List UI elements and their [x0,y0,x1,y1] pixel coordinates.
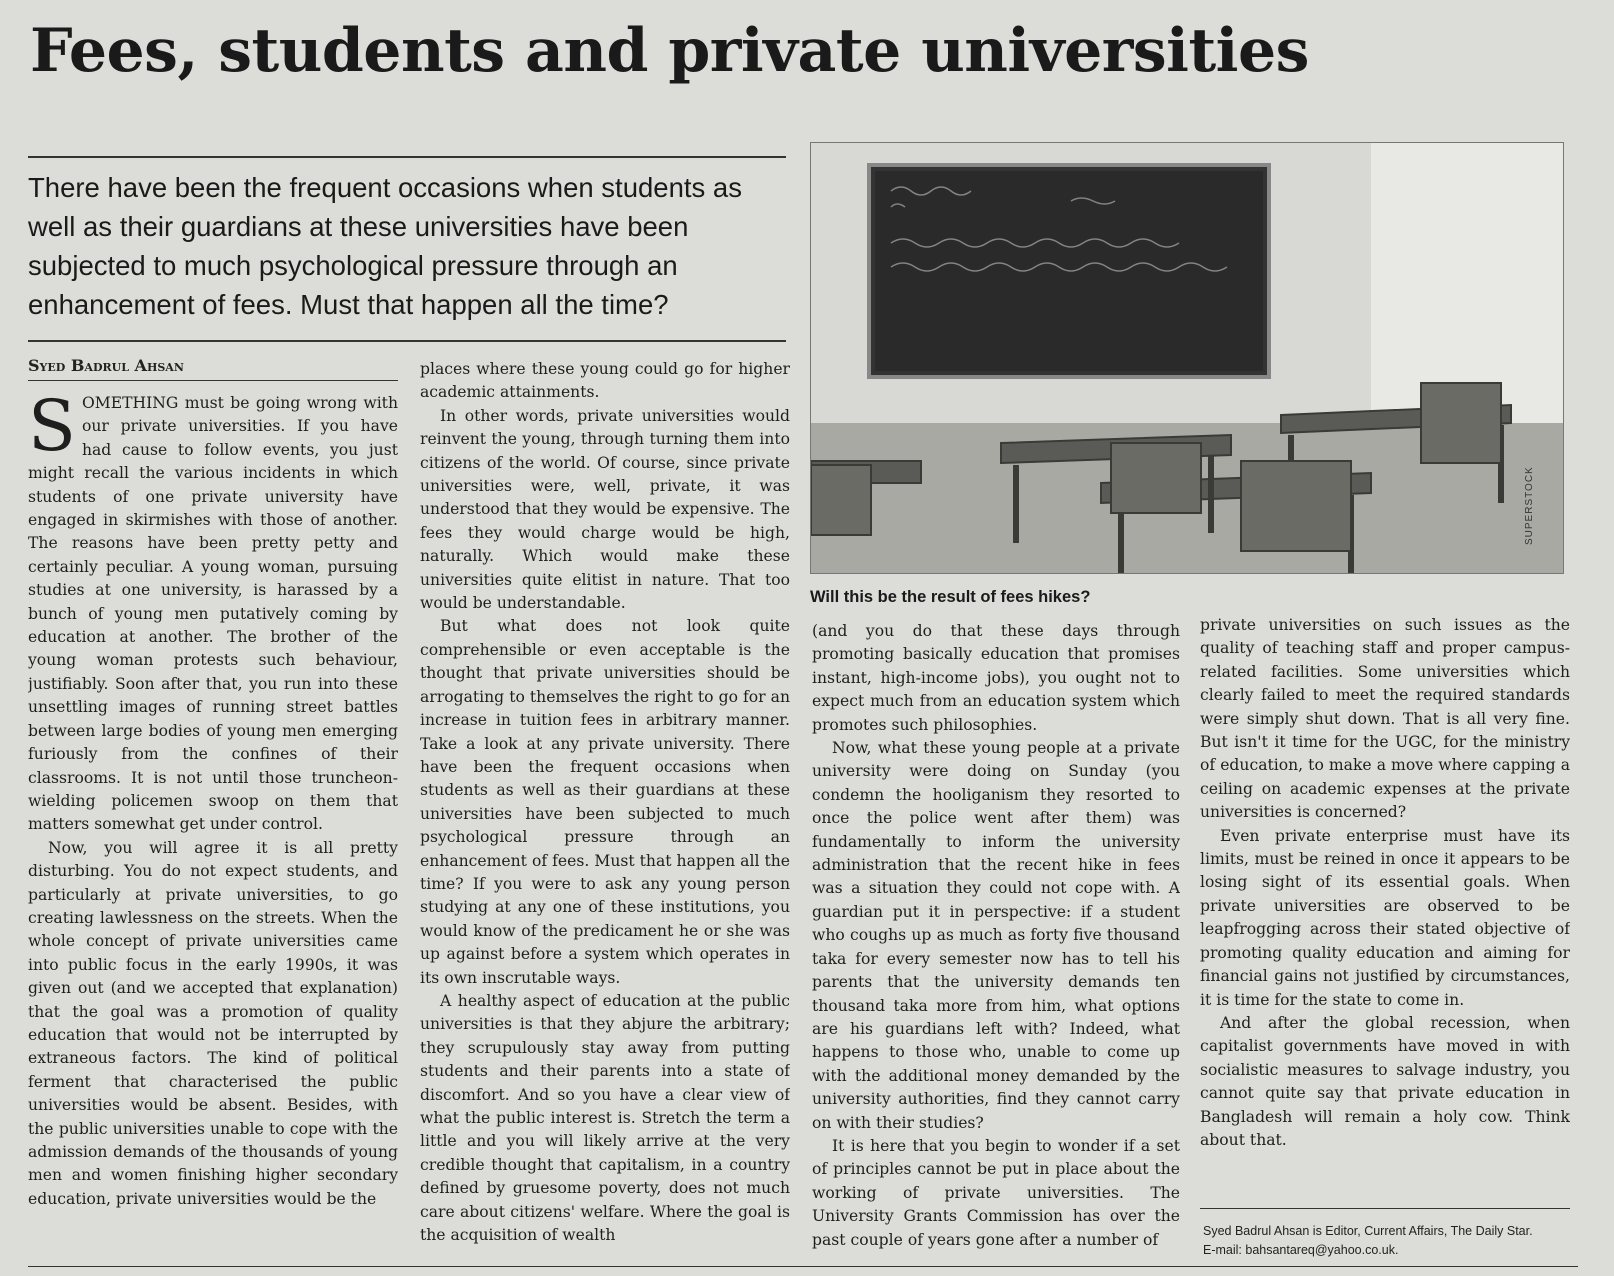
paragraph: private universities on such issues as the quality of teaching staff and proper campus-related facilities. Some universities which clearly failed to meet the required standards were simply shut down. That is all very fine. But isn't it time for the UGC, for the ministry of education, to make a move where capping a ceiling on academic expenses at the private universities is concerned? [1200,616,1570,822]
drop-cap: S [28,392,76,467]
author-note-email: E-mail: bahsantareq@yahoo.co.uk. [1203,1243,1399,1257]
article-column-4 [1200,614,1570,1194]
paragraph: Now, you will agree it is all pretty disturbing. You do not expect students, and particularly at private universities, to go creating lawlessness on the streets. When the whole concept of private universities came into public focus in the early 1990s, it was given out (and we accepted that explanation) that the goal was a promotion of quality education that would not be interrupted by extraneous factors. The kind of political ferment that characterised the public universities would be absent. Besides, with the public universities unable to cope with the admission demands of the thousands of young men and women finishing higher secondary education, private universities would be the [28,838,398,1208]
standfirst: There have been the frequent occasions when students as well as their guardians at these universities have been subjected to much psychological pressure through an enhancement of fees. Must that happen all the time? [28,172,742,320]
author-note [1203,1222,1583,1260]
paragraph: places where these young could go for higher academic attainments. [420,360,790,402]
paragraph [28,392,398,837]
paragraph: A healthy aspect of education at the public universities is that they abjure the arbitrary; they scrupulously stay away from putting students and their parents into a state of discomfort. And so you have a clear view of what the public interest is. Stretch the term a little and you will likely arrive at the very credible thought that capitalism, in a country defined by gruesome poverty, does not much care about citizens' welfare. Where the goal is the acquisition of wealth [420,991,790,1245]
paragraph: But what does not look quite comprehensible or even acceptable is the thought that private universities should be arrogating to themselves the right to go for an increase in tuition fees in arbitrary manner. Take a look at any private university. There have been the frequent occasions when students as well as their guardians at these universities have been subjected to much psychological pressure through an enhancement of fees. Must that happen all the time? If you were to ask any young person studying at any one of these institutions, you would know of the predicament he or she was up against before a system which operates in its own inscrutable ways. [420,617,790,987]
paragraph: It is here that you begin to wonder if a set of principles cannot be put in place about the working of private universities. The University Grants Commission has over the past couple of years gone after a number of [812,1136,1180,1249]
paragraph: And after the global recession, when capitalist governments have moved in with socialistic measures to salvage industry, you cannot quite say that private education in Bangladesh will remain a holy cow. Think about that. [1200,1013,1570,1149]
paragraph: (and you do that these days through promoting basically education that promises instant, high-income jobs), you ought not to expect much from an education system which promotes such philosophies. [812,622,1180,734]
byline-rule [28,380,398,381]
byline: Syed Badrul Ahsan [28,356,184,375]
article-column-3 [812,620,1180,1254]
paragraph: Now, what these young people at a private university were doing on Sunday (you condemn the hooliganism they resorted to once the police went after them) was fundamentally to inform the university administration that the recent hike in fees was a situation they could not cope with. A guardian put it in perspective: if a student who coughs up as much as forty five thousand taka for every semester now has to tell his parents that the university demands ten thousand taka more from him, what options are his guardians left with? Indeed, what happens to those who, unable to come up with the additional money demanded by the university authorities, find they cannot carry on with their studies? [812,739,1180,1132]
photo-credit: SUPERSTOCK [1524,466,1535,545]
article-column-2 [420,358,790,1252]
paragraph: Even private enterprise must have its limits, must be reined in once it appears to be losing sight of its essential goals. When private universities are observed to be leapfrogging across their stated objective of promoting quality education and aiming for financial gains not justified by circumstances, it is time for the state to come in. [1200,826,1570,1009]
paragraph-text: OMETHING must be going wrong with our private universities. If you have had cause to follow events, you just might recall the various incidents in which students of one private university have engaged in skirmishes with those of another. The reasons have been pretty petty and certainly peculiar. A young woman, pursuing studies at one university, is harassed by a bunch of young men putatively coming by education at another. The brother of the young woman protests such behaviour, justifiably. Soon after that, you run into these unsettling images of running street battles between large bodies of young men emerging furiously from the confines of their classrooms. It is not until those truncheon-wielding policemen swoop on them that matters somewhat get under control. [28,394,398,834]
article-column-1 [28,392,398,1252]
headline: Fees, students and private universities [30,16,1309,86]
paragraph: In other words, private universities would reinvent the young, through turning them into citizens of the world. Of course, since private universities were, well, private, it was understood that they would be expensive. The fees they would charge would be high, naturally. Which would make these universities quite elitist in nature. That too would be understandable. [420,406,790,613]
classroom-illustration [811,143,1563,573]
standfirst-top-rule [28,156,786,158]
author-note-rule [1200,1208,1570,1209]
page-bottom-rule [28,1266,1578,1267]
classroom-photo [810,142,1564,574]
photo-caption: Will this be the result of fees hikes? [810,588,1091,606]
standfirst-bottom-rule [28,340,786,342]
author-note-line: Syed Badrul Ahsan is Editor, Current Affairs, The Daily Star. [1203,1224,1533,1238]
